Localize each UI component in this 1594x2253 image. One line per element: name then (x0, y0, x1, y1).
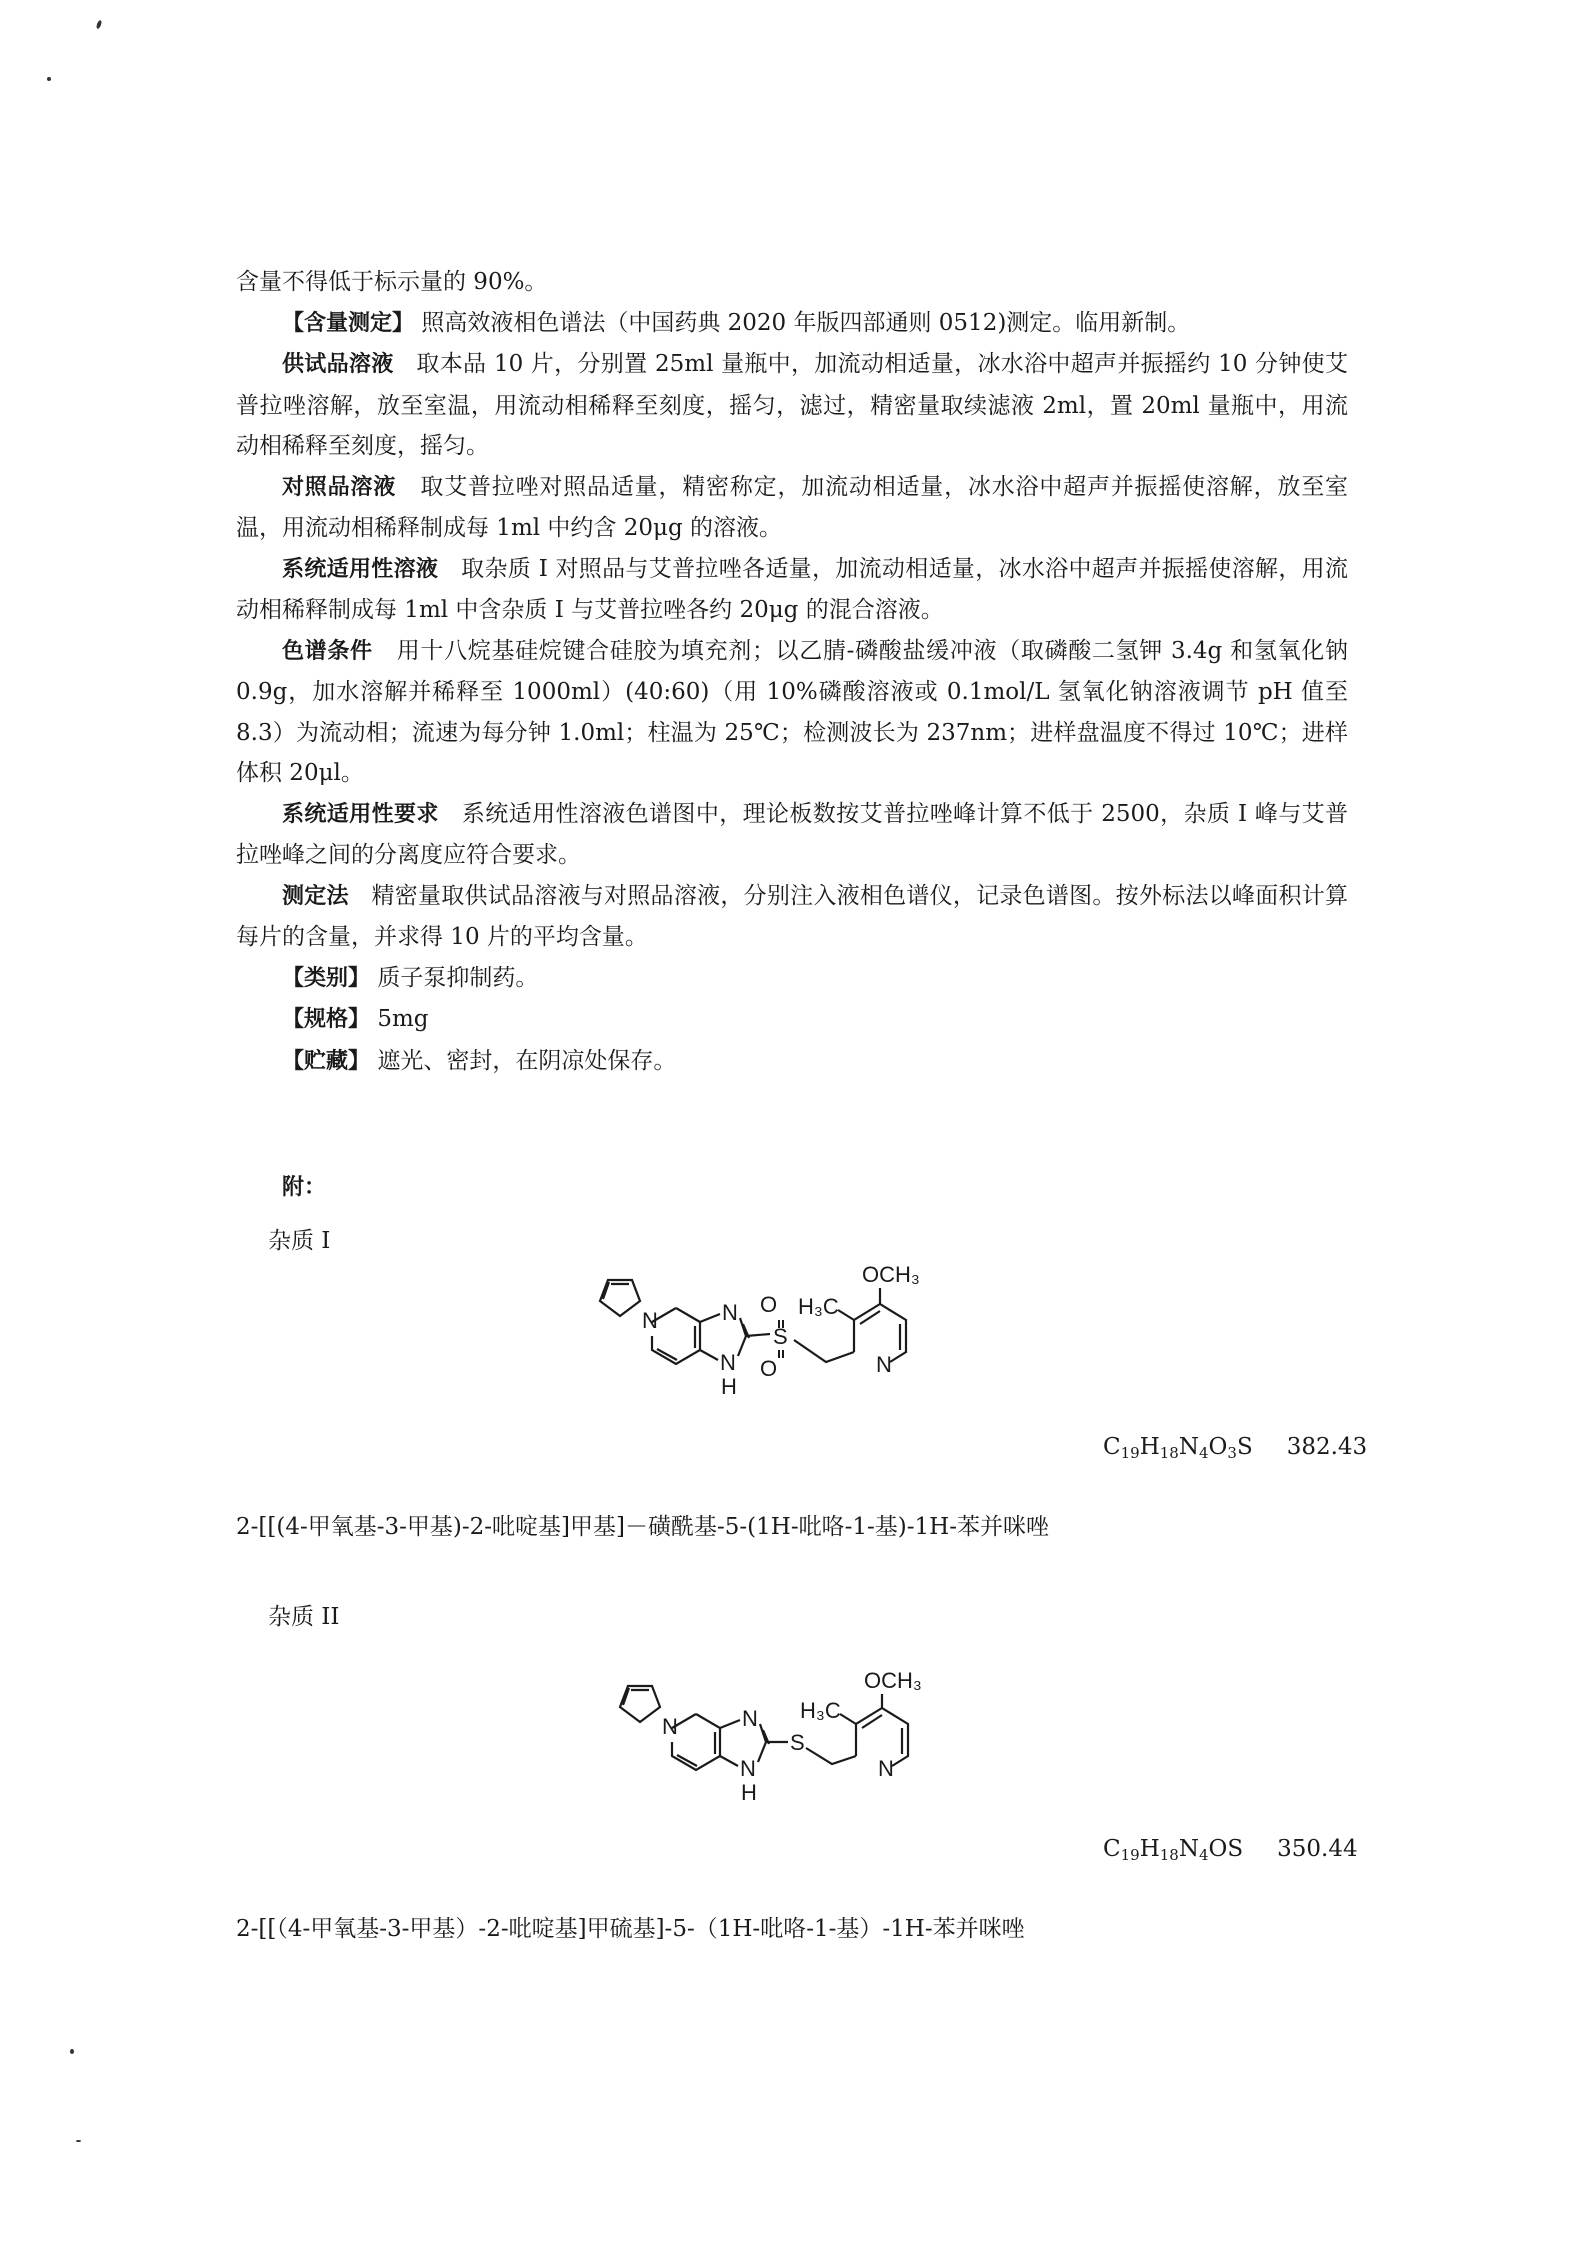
storage-text: 遮光、密封，在阴凉处保存。 (377, 1047, 677, 1074)
impurity1-formula (1103, 1434, 1253, 1460)
test-solution-paragraph (236, 344, 1348, 467)
monograph-body (236, 262, 1348, 1082)
f1-h-count: 18 (1159, 1444, 1179, 1462)
atom-n-pyrrole: N (642, 1308, 658, 1333)
impurity2-formula (1103, 1836, 1243, 1862)
suitability-solution-paragraph (236, 549, 1348, 631)
f2-h-count: 18 (1159, 1846, 1179, 1864)
pyrrole-ring (600, 1280, 640, 1316)
chromatography-text: 用十八烷基硅烷键合硅胶为填充剂；以乙腈-磷酸盐缓冲液（取磷酸二氢钾 3.4g 和氢氧化钠 0.9g，加水溶解并稀释至 1000ml）(40:60)（用 10%磷酸溶液或 0.1mol/L 氢氧化钠溶液调节 pH 值至 8.3）为流动相；流速为每分钟 1.0ml；柱温为 25℃；检测波长为 237nm；进样盘温度不得过 10℃；进样体积 20μl。 (236, 637, 1348, 786)
chromatography-paragraph (236, 631, 1348, 794)
impurity1-structure (580, 1258, 1040, 1428)
f1-o: O (1208, 1434, 1228, 1460)
category-label: 【类别】 (282, 965, 371, 991)
pyrrole-ring (620, 1686, 660, 1722)
f1-c: C (1103, 1434, 1121, 1460)
f1-s: S (1236, 1434, 1253, 1460)
impurity2-structure (600, 1664, 1030, 1834)
f2-n: N (1178, 1836, 1199, 1862)
intro-line: 含量不得低于标示量的 90%。 (236, 269, 548, 295)
atom-n-imidazole: N (722, 1300, 738, 1325)
atom-nh-h: H (741, 1780, 757, 1805)
impurity1-mw: 382.43 (1286, 1434, 1368, 1460)
atom-n-pyrrole: N (662, 1714, 678, 1739)
suitability-requirement-text: 系统适用性溶液色谱图中，理论板数按艾普拉唑峰计算不低于 2500，杂质 I 峰与艾普拉唑峰之间的分离度应符合要求。 (236, 800, 1348, 868)
f1-n-count: 4 (1198, 1444, 1209, 1462)
scan-speck (70, 2049, 74, 2054)
reference-solution-paragraph (236, 467, 1348, 549)
assay-label: 【含量测定】 (282, 310, 415, 336)
ch2-bond (806, 1748, 856, 1764)
storage-paragraph (236, 1041, 1348, 1083)
f2-c-count: 19 (1120, 1846, 1140, 1864)
impurity2-formula-line (1103, 1836, 1358, 1864)
f2-c: C (1103, 1836, 1121, 1862)
reference-solution-text: 取艾普拉唑对照品适量，精密称定，加流动相适量，冰水浴中超声并振摇使溶解，放至室温，用流动相稀释制成每 1ml 中约含 20μg 的溶液。 (236, 473, 1348, 541)
f2-os: OS (1208, 1836, 1244, 1862)
reference-solution-label: 对照品溶液 (282, 474, 397, 500)
suitability-solution-text: 取杂质 I 对照品与艾普拉唑各适量，加流动相适量，冰水浴中超声并振摇使溶解，用流动相稀释制成每 1ml 中含杂质 I 与艾普拉唑各约 20μg 的混合溶液。 (236, 555, 1348, 623)
methyl-bond (840, 1714, 856, 1724)
scan-speck (47, 77, 51, 81)
appendix-title: 附： (282, 1175, 327, 1200)
test-solution-text: 取本品 10 片，分别置 25ml 量瓶中，加流动相适量，冰水浴中超声并振摇约 10 分钟使艾普拉唑溶解，放至室温，用流动相稀释至刻度，摇匀，滤过，精密量取续滤液 2ml，置 20ml 量瓶中，用流动相稀释至刻度，摇匀。 (236, 351, 1348, 459)
chromatography-label: 色谱条件 (282, 638, 373, 664)
impurity1-structure-svg (580, 1258, 1040, 1428)
c2-s-bond (746, 1334, 770, 1336)
assay-text: 照高效液相色谱法（中国药典 2020 年版四部通则 0512)测定。临用新制。 (421, 309, 1191, 336)
f1-n: N (1178, 1434, 1199, 1460)
atom-n-imidazole: N (742, 1706, 758, 1731)
impurity1-name: 2-[[(4-甲氧基-3-甲基)-2-吡啶基]甲基]－磺酰基-5-(1H-吡咯-1-基)-1H-苯并咪唑 (236, 1514, 1049, 1540)
atom-methoxy: OCH₃ (862, 1262, 920, 1287)
impurity2-structure-svg (600, 1664, 1030, 1834)
atom-methyl: H₃C (798, 1294, 839, 1319)
atom-s: S (773, 1324, 788, 1349)
atom-n-pyridine: N (878, 1756, 894, 1781)
assay-paragraph (236, 303, 1348, 345)
impurity2-title: 杂质 II (268, 1604, 340, 1630)
f1-o-count: 3 (1227, 1444, 1237, 1462)
benzene-ring (672, 1714, 720, 1770)
specification-label: 【规格】 (282, 1007, 371, 1032)
pyridine-double-bonds (862, 1715, 902, 1754)
f2-h: H (1139, 1836, 1160, 1862)
specification-text: 5mg (377, 1006, 429, 1032)
atom-o-top: O (760, 1292, 778, 1317)
impurity1-formula-line (1103, 1434, 1367, 1462)
benzene-double-bonds (677, 1732, 715, 1766)
method-label: 测定法 (282, 883, 349, 909)
f2-n-count: 4 (1198, 1846, 1209, 1864)
test-solution-label: 供试品溶液 (282, 352, 394, 377)
method-text: 精密量取供试品溶液与对照品溶液，分别注入液相色谱仪，记录色谱图。按外标法以峰面积计算每片的含量，并求得 10 片的平均含量。 (236, 882, 1348, 950)
scan-speck (76, 2140, 81, 2142)
method-paragraph (236, 876, 1348, 958)
ch2-bond (794, 1340, 854, 1362)
atom-nh-h: H (721, 1374, 737, 1399)
atom-nh-n: N (720, 1350, 736, 1375)
impurity1-title: 杂质 I (268, 1228, 331, 1254)
atom-n-pyridine: N (876, 1352, 892, 1377)
pyridine-double-bonds (860, 1311, 900, 1350)
impurity2-name: 2-[[（4-甲氧基-3-甲基）-2-吡啶基]甲硫基]-5-（1H-吡咯-1-基）-1H-苯并咪唑 (236, 1916, 1025, 1942)
suitability-solution-label: 系统适用性溶液 (282, 556, 439, 582)
atom-methyl: H₃C (800, 1698, 841, 1723)
suitability-requirement-paragraph (236, 794, 1348, 876)
specification-paragraph (236, 999, 1348, 1041)
scan-speck (96, 20, 103, 30)
category-paragraph (236, 958, 1348, 1000)
methyl-bond (838, 1310, 854, 1320)
category-text: 质子泵抑制药。 (377, 964, 539, 991)
atom-methoxy: OCH₃ (864, 1668, 922, 1693)
benzene-double-bonds (657, 1326, 695, 1360)
storage-label: 【贮藏】 (282, 1048, 371, 1074)
f1-c-count: 19 (1120, 1444, 1140, 1462)
benzene-ring (652, 1308, 700, 1364)
atom-nh-n: N (740, 1756, 756, 1781)
impurity2-mw: 350.44 (1277, 1836, 1358, 1862)
f1-h: H (1139, 1434, 1160, 1460)
atom-s: S (790, 1730, 805, 1755)
atom-o-bottom: O (760, 1356, 778, 1381)
suitability-requirement-label: 系统适用性要求 (282, 801, 439, 827)
